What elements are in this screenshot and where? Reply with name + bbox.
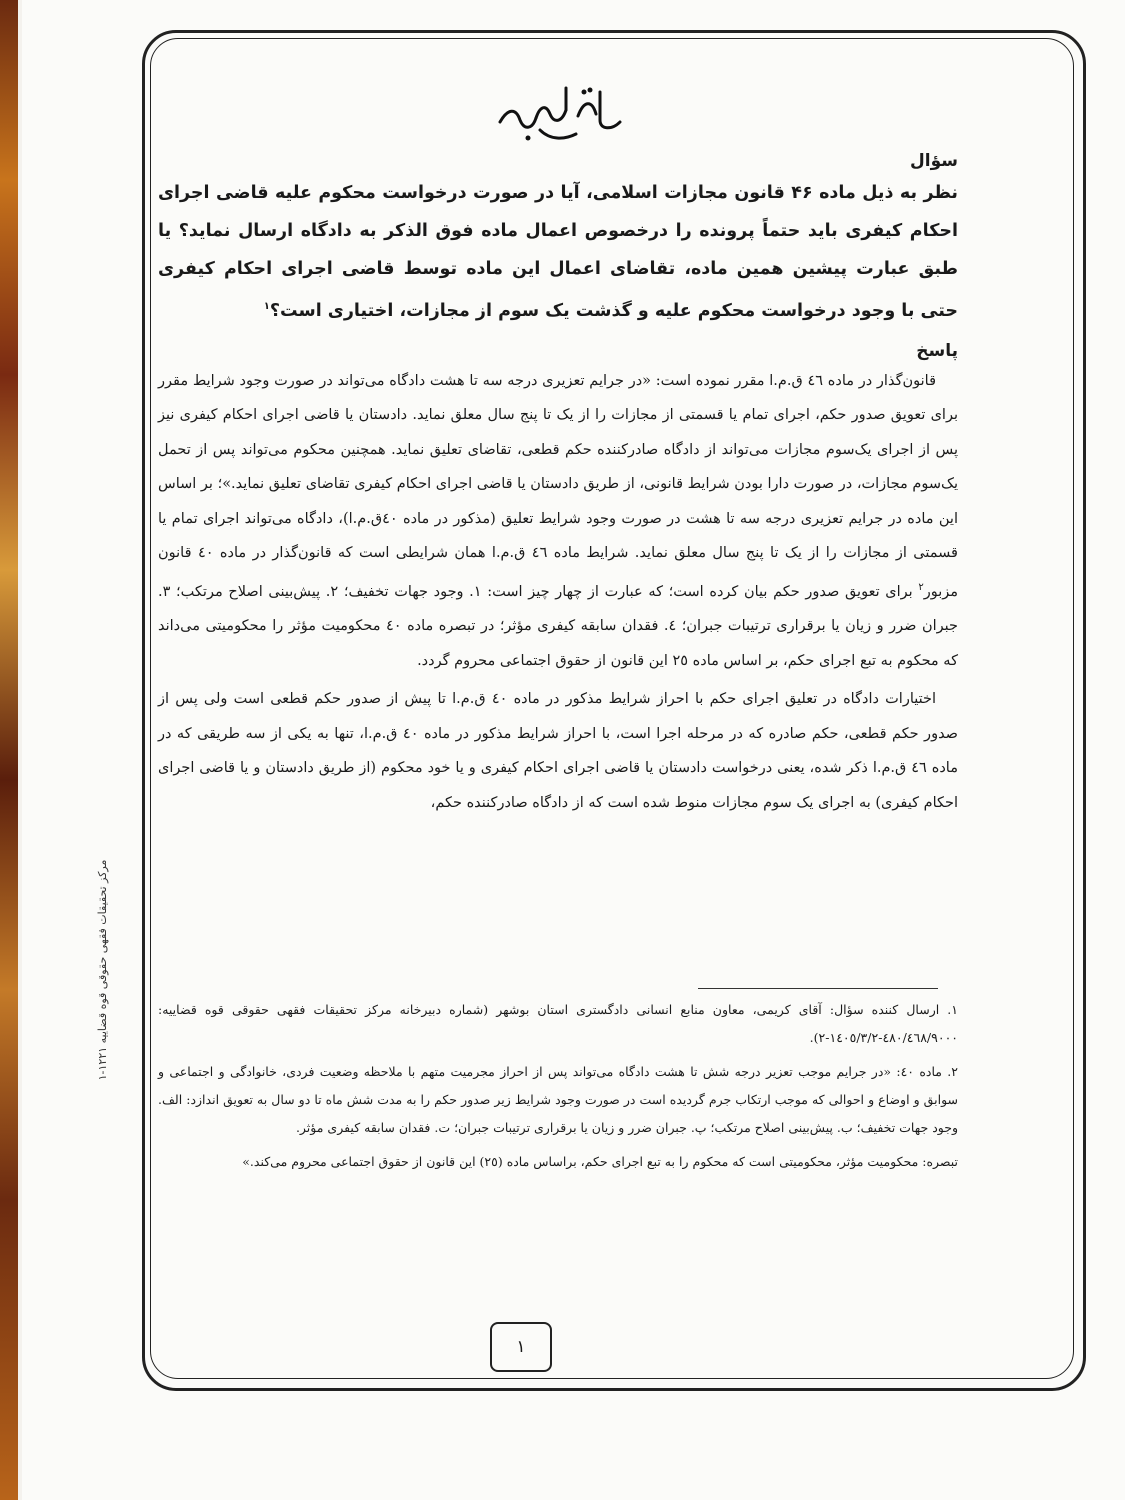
basmala-calligraphy-icon bbox=[480, 78, 640, 150]
footnote-2: ٢. ماده ٤٠: «در جرایم موجب تعزیر درجه شش تا هشت دادگاه می‌تواند پس از احراز مجرمیت متهم با ملاحظه وضعیت فردی، خانوادگی و اجتماعی و سوابق و اوضاع و احوالی که موجب ارتکاب جرم گردیده است در صورت وجود شرایط زیر صدور حکم را به مدت شش ماه تا دو سال به تعویق اندازد: الف. وجود جهات تخفیف؛ ب. پیش‌بینی اصلاح مرتکب؛ پ. جبران ضرر و زیان یا برقراری ترتیبات جبران؛ ت. فقدان سابقه کیفری مؤثر. bbox=[158, 1064, 958, 1135]
margin-side-note: مرکز تحقیقات فقهی حقوقی قوه قضاییه ١٢٢١-١ bbox=[96, 859, 109, 1081]
footnote-2-note: تبصره: محکومیت مؤثر، محکومیتی است که محکوم را به تبع اجرای حکم، براساس ماده (٢٥) این قانون از حقوق اجتماعی محروم می‌کند.» bbox=[242, 1154, 958, 1169]
answer-text: قانون‌گذار در ماده ٤٦ ق.م.ا مقرر نموده است: «در جرایم تعزیری درجه سه تا هشت دادگاه می‌تواند در صورت وجود شرایط مقرر برای تعویق صدور حکم، اجرای تمام یا قسمتی از مجازات را از یک تا پنج سال معلق نماید. دادستان یا قاضی اجرای احکام کیفری نیز پس از اجرای یک‌سوم مجازات می‌تواند از دادگاه صادرکننده حکم قطعی، تقاضای تعلیق نماید. همچنین محکوم می‌تواند پس از تحمل یک‌سوم مجازات، در صورت دارا بودن شرایط قانونی، از طریق دادستان یا قاضی اجرای احکام کیفری تقاضای تعلیق نماید.»؛ بر اساس این ماده در جرایم تعزیری درجه سه تا هشت در صورت وجود شرایط تعلیق (مذکور در ماده ٤٠ق.م.ا)، دادگاه می‌تواند اجرای تمام یا قسمتی از مجازات را از یک تا پنج سال معلق نماید. شرایط ماده ٤٦ ق.م.ا همان شرایطی است که قانون‌گذار در ماده ٤٠ قانون مزبور bbox=[158, 372, 958, 600]
footnote-1: ١. ارسال کننده سؤال: آقای کریمی، معاون منابع انسانی دادگستری استان بوشهر (شماره دبیرخانه مرکز تحقیقات فقهی حقوقی قوه قضاییه: ٤٨٠/٤٦٨/٩٠٠٠-١٤٠٥/٣/٢-٢). bbox=[158, 1002, 958, 1045]
footnote-ref: ۱ bbox=[263, 301, 270, 312]
footnotes bbox=[158, 996, 958, 1182]
question-heading: سؤال bbox=[910, 151, 958, 171]
page-number: ١ bbox=[490, 1322, 552, 1372]
answer-heading: پاسخ bbox=[916, 340, 958, 361]
scan-edge-strip bbox=[0, 0, 18, 1500]
question-paragraph bbox=[158, 174, 958, 330]
question-text: نظر به ذیل ماده ۴۶ قانون مجازات اسلامی، آیا در صورت درخواست محکوم علیه قاضی اجرای احکام کیفری باید حتماً پرونده را درخصوص اعمال ماده فوق الذکر به دادگاه ارسال نماید؟ یا طبق عبارت پیشین همین ماده، تقاضای اعمال این ماده توسط قاضی اجرای احکام کیفری حتی با وجود درخواست محکوم علیه و گذشت یک سوم از مجازات، اختیاری است؟ bbox=[158, 183, 958, 321]
footnote-ref: ۲ bbox=[918, 581, 924, 593]
footnote-separator bbox=[698, 988, 938, 989]
answer-paragraph bbox=[158, 364, 958, 678]
answer-text: برای تعویق صدور حکم بیان کرده است؛ که عبارت از چهار چیز است: ١. وجود جهات تخفیف؛ ٢. پیش‌بینی اصلاح مرتکب؛ ٣. جبران ضرر و زیان یا برقراری ترتیبات جبران؛ ٤. فقدان سابقه کیفری مؤثر؛ در تبصره ماده ٤٠ محکومیت مؤثر را محکومیتی می‌داند که محکوم به تبع اجرای حکم، بر اساس ماده ٢٥ این قانون از حقوق اجتماعی محروم گردد. bbox=[158, 583, 958, 669]
answer-paragraph: اختیارات دادگاه در تعلیق اجرای حکم با احراز شرایط مذکور در ماده ٤٠ ق.م.ا تا پیش از صدور حکم قطعی است ولی پس از صدور حکم قطعی، حکم صادره که در مرحله اجرا است، با احراز شرایط مذکور در ماده ٤٠ ق.م.ا، تنها به یکی از سه طریقی که در ماده ٤٦ ق.م.ا ذکر شده، یعنی درخواست دادستان یا قاضی اجرای احکام کیفری و یا خود محکوم (از طریق دادستان و یا قاضی اجرای احکام کیفری) به اجرای یک سوم مجازات منوط شده است که از دادگاه صادرکننده حکم، bbox=[158, 691, 958, 811]
document-body bbox=[158, 150, 958, 820]
